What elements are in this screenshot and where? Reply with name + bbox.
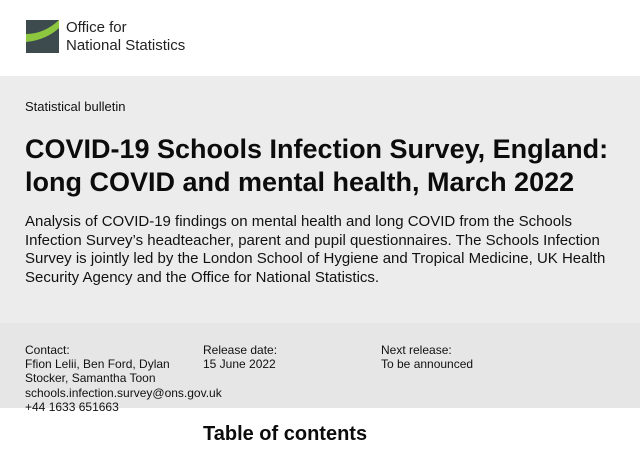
next-release-block xyxy=(381,343,541,371)
page-title: COVID-19 Schools Infection Survey, England: long COVID and mental health, March 2022 xyxy=(25,134,609,197)
contact-names: Ffion Lelii, Ben Ford, Dylan Stocker, Samantha Toon xyxy=(25,357,170,386)
release-meta xyxy=(0,323,640,414)
release-date-block xyxy=(203,343,363,371)
contact-phone: +44 1633 651663 xyxy=(25,399,119,414)
bulletin-hero xyxy=(0,76,640,323)
org-name-line1: Office for xyxy=(66,19,127,36)
bulletin-summary: Analysis of COVID-19 findings on mental health and long COVID from the Schools Infection Survey’s headteacher, parent and pupil questionnaires. The Schools Infection Survey is jointly led by the London School of Hygiene and Tropical Medicine, UK Health Security Agency and the Office for National Statistics. xyxy=(25,213,606,286)
site-header xyxy=(0,0,640,76)
contact-label: Contact: xyxy=(25,343,70,357)
doc-type-label: Statistical bulletin xyxy=(25,99,126,114)
org-name-line2: National Statistics xyxy=(66,37,186,54)
release-date-label: Release date: xyxy=(203,343,278,357)
next-release-label: Next release: xyxy=(381,343,452,357)
ons-logo-icon[interactable] xyxy=(26,20,59,53)
org-name[interactable] xyxy=(66,19,185,55)
toc-heading: Table of contents xyxy=(203,423,368,445)
contact-block xyxy=(25,343,222,414)
contact-email[interactable]: schools.infection.survey@ons.gov.uk xyxy=(25,385,222,400)
next-release-value: To be announced xyxy=(381,357,474,372)
release-date-value: 15 June 2022 xyxy=(203,357,276,372)
